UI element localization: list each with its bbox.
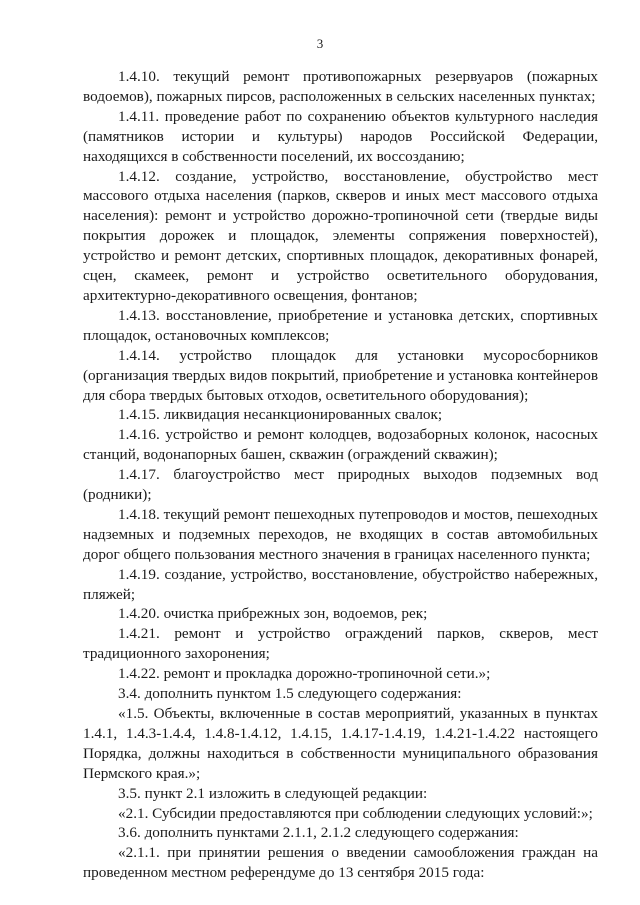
paragraph: 1.4.10. текущий ремонт противопожарных резервуаров (пожарных водоемов), пожарных пирсов, расположенных в сельских населенных пунктах; (83, 68, 598, 105)
paragraph: 1.4.18. текущий ремонт пешеходных путепроводов и мостов, пешеходных надземных и подземных переходов, не входящих в состав автомобильных дорог общего пользования местного значения в границах населенного пункта; (83, 505, 598, 563)
paragraph: 1.4.15. ликвидация несанкционированных свалок; (118, 406, 443, 424)
paragraph: «1.5. Объекты, включенные в состав мероприятий, указанных в пунктах 1.4.1, 1.4.3-1.4.4, 1.4.8-1.4.12, 1.4.15, 1.4.17-1.4.19, 1.4.21-1.4.22 настоящего Порядка, должны находиться в собственности муниципального образования Пермского края.»; (83, 705, 598, 782)
paragraph: 1.4.19. создание, устройство, восстановление, обустройство набережных, пляжей; (83, 565, 598, 603)
paragraph: 1.4.21. ремонт и устройство ограждений парков, скверов, мест традиционного захоронения; (83, 625, 598, 663)
paragraph: 1.4.22. ремонт и прокладка дорожно-тропиночной сети.»; (118, 665, 491, 683)
paragraph: 1.4.14. устройство площадок для установки мусоросборников (организация твердых видов покрытий, приобретение и установка контейнеров для сбора твердых бытовых отходов, осветительного оборудования); (83, 346, 598, 404)
paragraph: 3.6. дополнить пунктами 2.1.1, 2.1.2 следующего содержания: (118, 824, 519, 842)
paragraph: 1.4.12. создание, устройство, восстановление, обустройство мест массового отдыха населения (парков, скверов и иных мест массового отдыха населения): ремонт и устройство дорожно-тропиночной сети (твердые виды покрытия дорожек и площадок, элементы сопряжения поверхностей), устройство и ремонт детских, спортивных площадок, декоративных фонарей, сцен, скамеек, ремонт и устройство осветительного оборудования, архитектурно-декоративного освещения, фонтанов; (83, 167, 598, 304)
paragraph: 3.5. пункт 2.1 изложить в следующей редакции: (118, 784, 428, 802)
paragraph: 1.4.20. очистка прибрежных зон, водоемов, рек; (118, 605, 428, 623)
paragraph: 1.4.11. проведение работ по сохранению объектов культурного наследия (памятников истории и культуры) народов Российской Федерации, находящихся в собственности поселений, их воссозданию; (83, 107, 598, 165)
paragraph: 1.4.13. восстановление, приобретение и установка детских, спортивных площадок, остановочных комплексов; (83, 306, 598, 344)
paragraph: «2.1. Субсидии предоставляются при соблюдении следующих условий:»; (118, 804, 593, 822)
document-body (83, 67, 598, 883)
paragraph: 1.4.17. благоустройство мест природных выходов подземных вод (родники); (83, 466, 598, 504)
paragraph: «2.1.1. при принятии решения о введении самообложения граждан на проведенном местном референдуме до 13 сентября 2015 года: (83, 844, 598, 882)
paragraph: 1.4.16. устройство и ремонт колодцев, водозаборных колонок, насосных станций, водонапорных башен, скважин (ограждений скважин); (83, 426, 598, 464)
paragraph: 3.4. дополнить пунктом 1.5 следующего содержания: (118, 685, 462, 703)
page-number: 3 (316, 36, 324, 51)
